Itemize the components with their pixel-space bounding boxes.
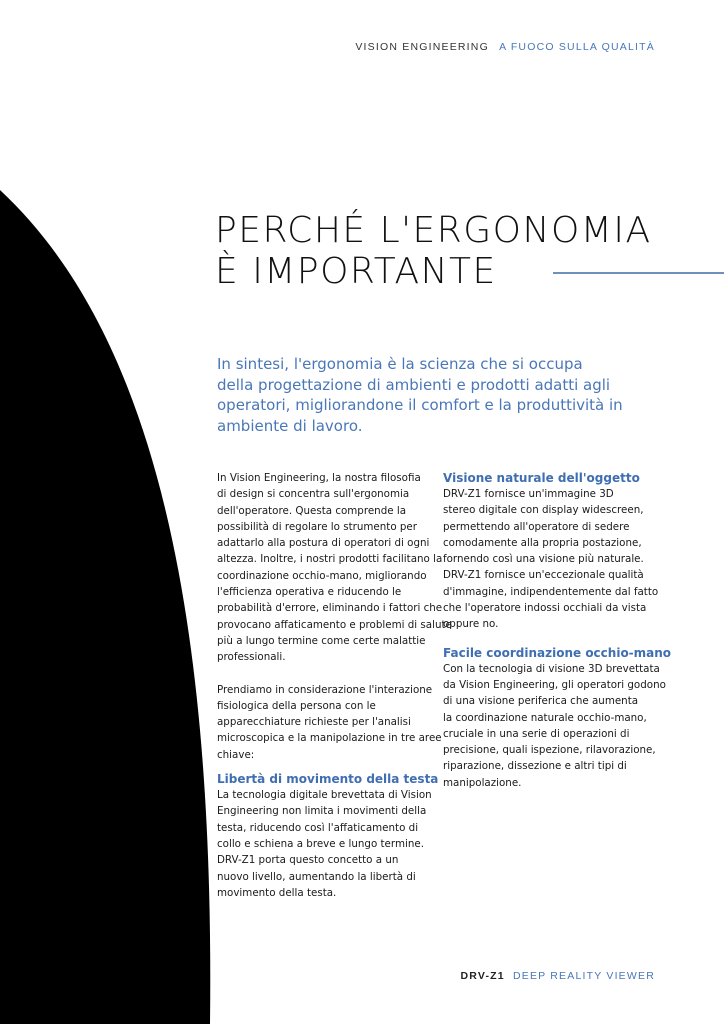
- body-line: d'immagine, indipendentemente dal fatto: [443, 585, 659, 598]
- body-line: microscopica e la manipolazione in tre aree: [217, 732, 442, 745]
- title-divider: [553, 272, 724, 274]
- header-brand: VISION ENGINEERING: [355, 41, 489, 53]
- body-line: l'efficienza operativa e riducendo le: [217, 586, 402, 599]
- body-line: Con la tecnologia di visione 3D brevettata: [443, 662, 660, 675]
- body-line: cruciale in una serie di operazioni di: [443, 727, 630, 740]
- body-line: precisione, quali ispezione, rilavorazione,: [443, 744, 656, 757]
- body-line: Engineering non limita i movimenti della: [217, 805, 427, 818]
- lede-line: operatori, migliorandone il comfort e la produttività in: [217, 396, 623, 414]
- body-line: chiave:: [217, 748, 255, 761]
- lede-paragraph: [217, 354, 637, 436]
- body-line: probabilità d'errore, eliminando i fattori che: [217, 602, 443, 615]
- paragraph-spacer: [217, 666, 422, 682]
- body-line: comodamente alla propria postazione,: [443, 536, 642, 549]
- page-footer: [460, 970, 655, 982]
- body-line: testa, riducendo così l'affaticamento di: [217, 821, 419, 834]
- section-body-head-movement: [217, 787, 432, 901]
- body-line: oppure no.: [443, 618, 499, 631]
- body-line: professionali.: [217, 651, 286, 664]
- section-heading-head-movement: Libertà di movimento della testa: [217, 772, 439, 787]
- body-line: nuovo livello, aumentando la libertà di: [217, 870, 416, 883]
- body-line: fornendo così una visione più naturale.: [443, 553, 644, 566]
- black-arc-shape: [0, 190, 210, 1024]
- left-column: [217, 470, 452, 901]
- body-line: di design si concentra sull'ergonomia: [217, 488, 410, 501]
- body-line: che l'operatore indossi occhiali da vista: [443, 602, 647, 615]
- section-heading-natural-vision: Visione naturale dell'oggetto: [443, 471, 640, 485]
- lede-line: In sintesi, l'ergonomia è la scienza che si occupa: [217, 355, 583, 373]
- body-line: altezza. Inoltre, i nostri prodotti facilitano la: [217, 553, 443, 566]
- body-line: permettendo all'operatore di sedere: [443, 520, 630, 533]
- body-line: DRV-Z1 fornisce un'eccezionale qualità: [443, 569, 644, 582]
- body-line: da Vision Engineering, gli operatori godono: [443, 678, 666, 691]
- body-line: riparazione, dissezione e altri tipi di: [443, 760, 627, 773]
- page-title-line-1: PERCHÉ L'ERGONOMIA: [215, 210, 652, 251]
- footer-product-name: DEEP REALITY VIEWER: [512, 970, 655, 982]
- right-column: [443, 470, 683, 791]
- lede-line: della progettazione di ambienti e prodotti adatti agli: [217, 375, 611, 394]
- section-body-hand-eye: [443, 661, 683, 791]
- section-heading-hand-eye: Facile coordinazione occhio-mano: [443, 645, 672, 660]
- header-tagline: A FUOCO SULLA QUALITÀ: [499, 41, 655, 53]
- body-line: Prendiamo in considerazione l'interazione: [217, 683, 433, 696]
- footer-model: DRV-Z1: [460, 970, 505, 982]
- body-line: di una visione periferica che aumenta: [443, 695, 639, 708]
- body-line: la coordinazione naturale occhio-mano,: [443, 711, 647, 724]
- body-line: apparecchiature richieste per l'analisi: [217, 716, 411, 729]
- body-line: stereo digitale con display widescreen,: [443, 504, 644, 517]
- body-line: La tecnologia digitale brevettata di Vision: [217, 789, 432, 802]
- lede-line: ambiente di lavoro.: [217, 416, 363, 435]
- body-line: fisiologica della persona con le: [217, 699, 376, 712]
- page-header: [355, 41, 655, 53]
- body-line: DRV-Z1 porta questo concetto a un: [217, 854, 399, 867]
- body-line: DRV-Z1 fornisce un'immagine 3D: [443, 488, 614, 500]
- body-line: possibilità di regolare lo strumento per: [217, 520, 417, 533]
- body-line: In Vision Engineering, la nostra filosofia: [217, 472, 421, 484]
- page-title-line-2: È IMPORTANTE: [215, 251, 497, 292]
- body-line: più a lungo termine come certe malattie: [217, 634, 426, 647]
- body-line: adattarlo alla postura di operatori di ogni: [217, 537, 430, 550]
- section-body-natural-vision: [443, 486, 683, 633]
- body-line: collo e schiena a breve e lungo termine.: [217, 837, 424, 850]
- body-line: dell'operatore. Questa comprende la: [217, 504, 407, 517]
- page-title: [215, 210, 652, 292]
- body-line: manipolazione.: [443, 776, 522, 789]
- body-line: coordinazione occhio-mano, migliorando: [217, 569, 427, 582]
- body-line: provocano affaticamento e problemi di salute: [217, 618, 452, 631]
- key-areas-paragraph: [217, 682, 442, 763]
- body-line: movimento della testa.: [217, 886, 337, 899]
- intro-paragraph: [217, 470, 452, 666]
